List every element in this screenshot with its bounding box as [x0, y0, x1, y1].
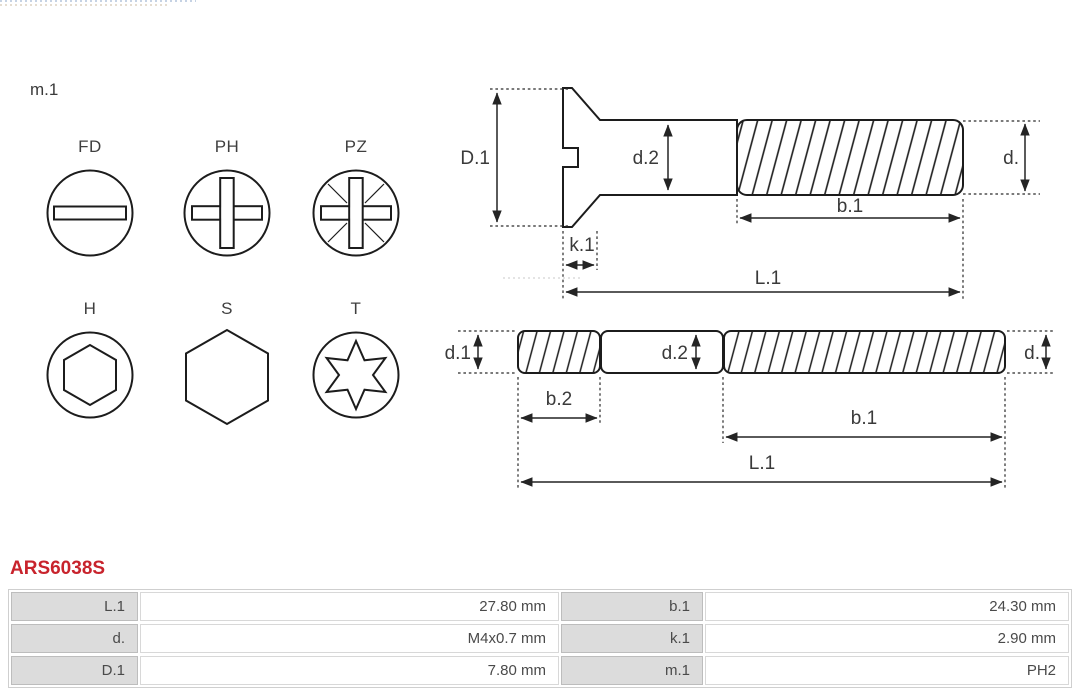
dim-label-L1: L.1 — [754, 268, 782, 289]
head-type-fd — [40, 137, 140, 261]
spec-table — [8, 589, 1072, 688]
spec-label-d: d. — [11, 624, 138, 653]
dim-label-k1: k.1 — [569, 235, 595, 256]
spec-value-k1: 2.90 mm — [705, 624, 1069, 653]
spec-label-D1: D.1 — [11, 656, 138, 685]
dim-label-d2: d.2 — [661, 343, 688, 364]
phillips-drive-icon — [177, 165, 277, 261]
part-number: ARS6038S — [10, 558, 106, 579]
countersunk-screw-drawing — [440, 75, 1062, 315]
stud-drawing — [440, 315, 1062, 500]
head-type-ph — [177, 137, 277, 261]
spec-value-b1: 24.30 mm — [705, 592, 1069, 621]
head-type-s — [177, 299, 277, 427]
spec-label-m1: m.1 — [561, 656, 703, 685]
screw-thread-section — [737, 120, 963, 195]
hex-socket-drive-icon — [40, 327, 140, 423]
head-type-ph-label: PH — [214, 137, 240, 156]
stud-right-thread-section — [724, 331, 1005, 373]
spec-value-m1: PH2 — [705, 656, 1069, 685]
hex-external-drive-icon — [177, 327, 277, 427]
head-type-h — [40, 299, 140, 423]
pozidriv-drive-icon — [306, 165, 406, 261]
spec-value-d: M4x0.7 mm — [140, 624, 559, 653]
faded-logo-strip — [0, 0, 196, 9]
spec-value-D1: 7.80 mm — [140, 656, 559, 685]
dim-label-L1: L.1 — [748, 453, 776, 474]
dim-label-d: d. — [1003, 148, 1019, 169]
dim-label-d: d. — [1024, 343, 1040, 364]
head-type-s-label: S — [221, 299, 233, 318]
dim-label-D1: D.1 — [460, 148, 490, 169]
m1-label: m.1 — [30, 80, 59, 99]
spec-label-b1: b.1 — [561, 592, 703, 621]
dim-label-b1: b.1 — [850, 408, 878, 429]
head-type-t-label: T — [350, 299, 362, 318]
spec-value-L1: 27.80 mm — [140, 592, 559, 621]
head-type-fd-label: FD — [78, 137, 102, 156]
head-type-h-label: H — [83, 299, 97, 318]
slotted-drive-icon — [40, 165, 140, 261]
dim-label-b1: b.1 — [836, 196, 864, 217]
dim-label-d1: d.1 — [444, 343, 471, 364]
spec-label-L1: L.1 — [11, 592, 138, 621]
spec-label-k1: k.1 — [561, 624, 703, 653]
head-type-t — [306, 299, 406, 423]
head-type-pz-label: PZ — [344, 137, 368, 156]
torx-drive-icon — [306, 327, 406, 423]
dim-label-b2: b.2 — [545, 389, 573, 410]
head-type-pz — [306, 137, 406, 261]
dim-label-d2: d.2 — [632, 148, 659, 169]
stud-left-thread-section — [518, 331, 600, 373]
